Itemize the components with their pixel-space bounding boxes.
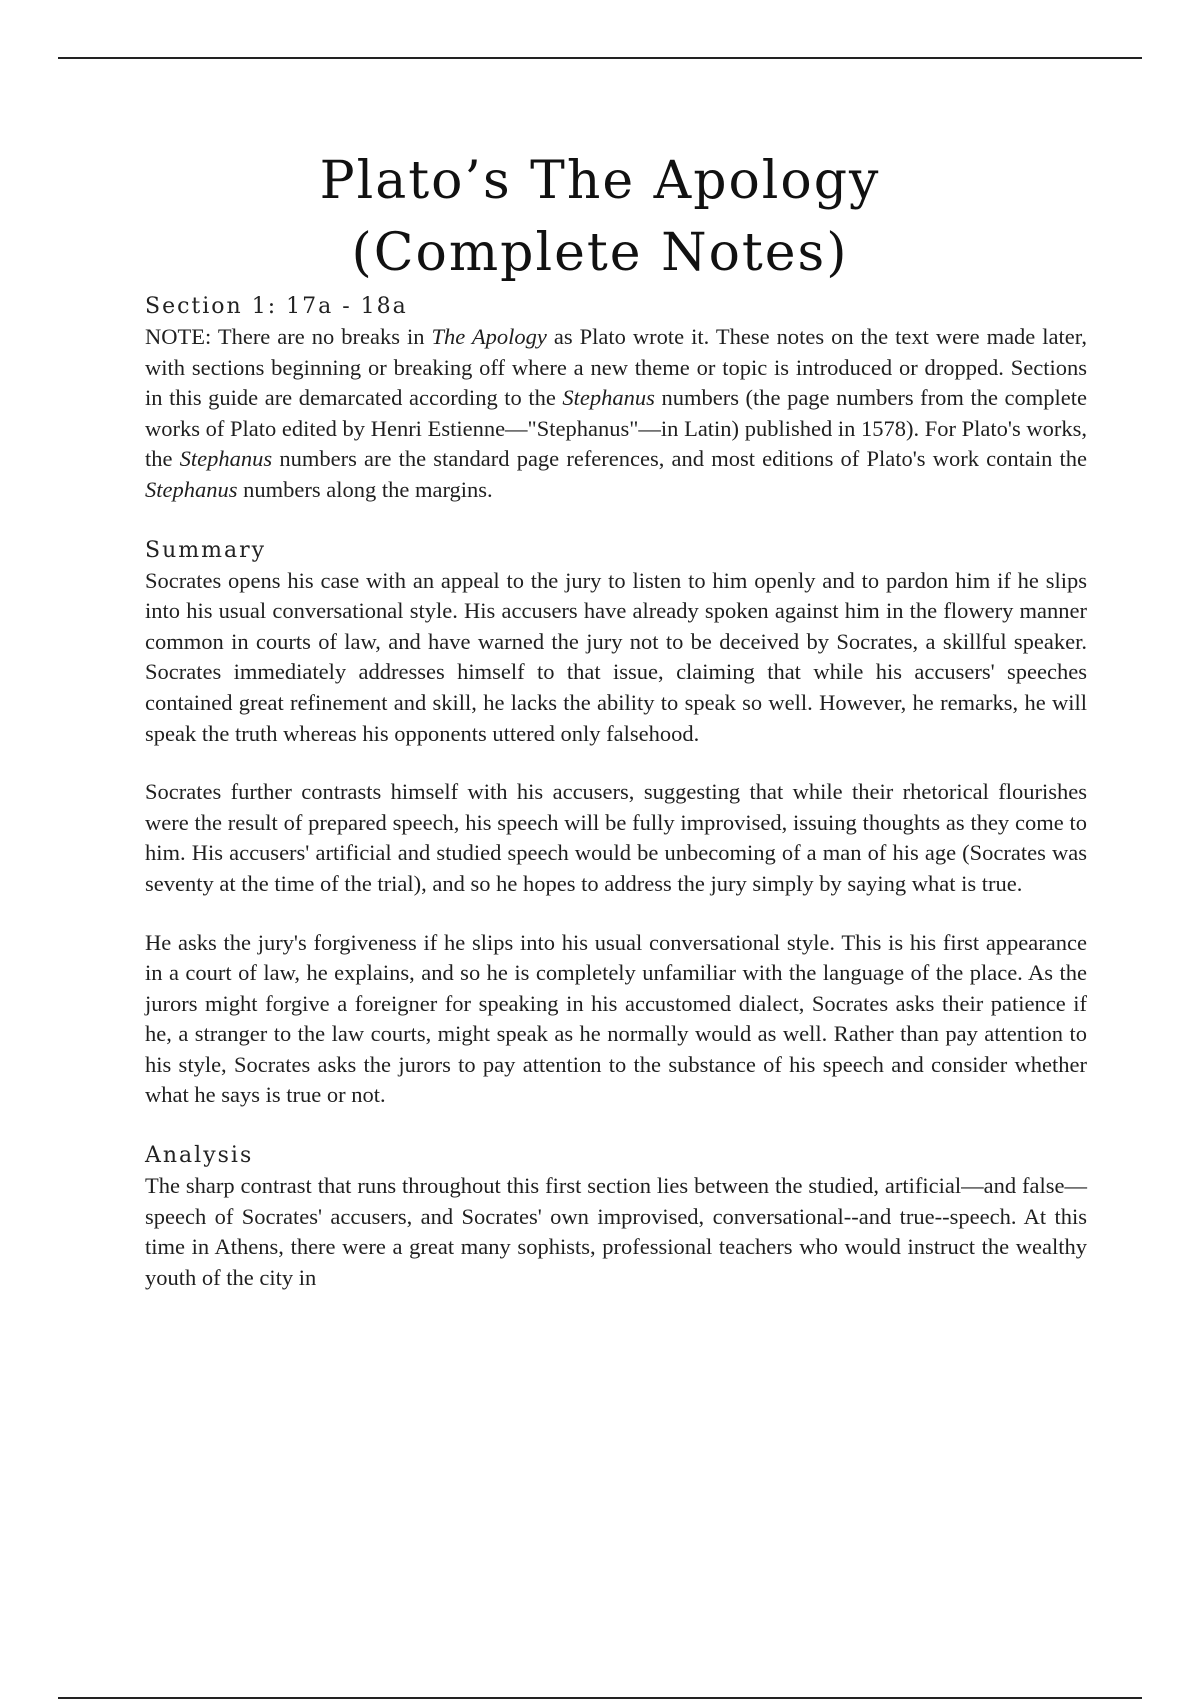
analysis-heading: Analysis xyxy=(145,1143,254,1169)
spacer xyxy=(145,506,1087,536)
title-line-1: Plato’s The Apology xyxy=(319,151,881,211)
summary-paragraph-3: He asks the jury's forgiveness if he slips into his usual conversational style. This is his first appearance in a court of law, he explains, and so he is completely unfamiliar with the language of the place. As the jurors might forgive a foreigner for speaking in his accustomed dialect, Socrates asks their patience if he, a stranger to the law courts, might speak as he normally would as well. Rather than pay attention to his style, Socrates asks the jurors to pay attention to the substance of his speech and consider whether what he says is true or not. xyxy=(145,929,1087,1108)
bottom-rule xyxy=(58,1697,1142,1699)
spacer xyxy=(145,749,1087,777)
note-text-2: as Plato wrote it. These notes on the text were made later, with sections beginning or breaking off where a new theme or topic is introduced or dropped. Sections in this guide are demarcated according to the xyxy=(145,324,1087,411)
title-line-2: (Complete Notes) xyxy=(351,223,849,283)
section-heading: Section 1: 17a - 18a xyxy=(145,294,408,319)
spacer xyxy=(145,900,1087,928)
note-text-4: numbers are the standard page references, and most editions of Plato's work contain the xyxy=(272,446,1087,472)
note-text-1: NOTE: There are no breaks in xyxy=(145,324,432,349)
note-italic-4: Stephanus xyxy=(145,476,238,502)
page-title xyxy=(0,145,1200,289)
note-italic-1: The Apology xyxy=(431,324,547,349)
document-body xyxy=(145,292,1087,1293)
note-italic-2: Stephanus xyxy=(562,385,655,411)
summary-paragraph-2: Socrates further contrasts himself with his accusers, suggesting that while their rhetorical flourishes were the result of prepared speech, his speech will be fully improvised, issuing thoughts as they come to him. His accusers' artificial and studied speech would be unbecoming of a man of his age (Socrates was seventy at the time of the trial), and so he hopes to address the jury simply by saying what is true. xyxy=(145,779,1087,896)
note-text-5: numbers along the margins. xyxy=(237,476,493,502)
note-paragraph xyxy=(145,322,1087,506)
note-text-3: numbers (the page numbers from the complete works of Plato edited by Henri Estienne—"Stephanus"—in Latin) published in 1578). For Plato's works, the xyxy=(145,385,1087,472)
top-rule xyxy=(58,57,1142,59)
analysis-paragraph-1: The sharp contrast that runs throughout this first section lies between the studied, artificial—and false—speech of Socrates' accusers, and Socrates' own improvised, conversational--and true--speech. At this time in Athens, there were a great many sophists, professional teachers who would instruct the wealthy youth of the city in xyxy=(145,1173,1087,1290)
spacer xyxy=(145,1111,1087,1141)
summary-paragraph-1: Socrates opens his case with an appeal to the jury to listen to him openly and to pardon him if he slips into his usual conversational style. His accusers have already spoken against him in the flowery manner common in courts of law, and have warned the jury not to be deceived by Socrates, a skillful speaker. Socrates immediately addresses himself to that issue, claiming that while his accusers' speeches contained great refinement and skill, he lacks the ability to speak so well. However, he remarks, he will speak the truth whereas his opponents uttered only falsehood. xyxy=(145,567,1087,746)
summary-heading: Summary xyxy=(145,537,267,563)
note-italic-3: Stephanus xyxy=(179,446,273,472)
